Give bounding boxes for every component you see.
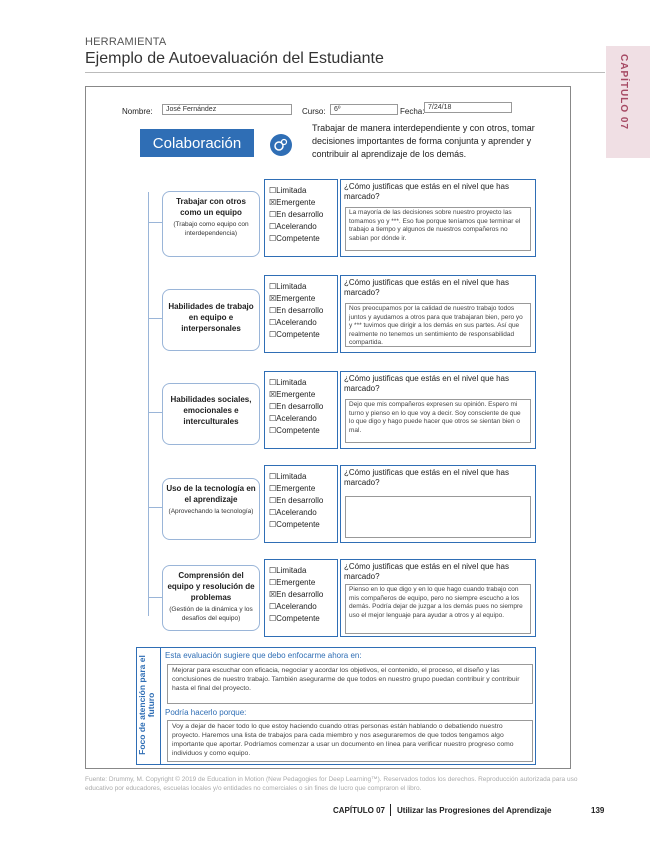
justification-answer[interactable]: Dejo que mis compañeros expresen su opinión. Espero mi turno y pienso en lo que voy a decir. Soy consciente de que lo que digo y hago puede hacer que otros se sientan bien o mal. [345,399,531,443]
level-option[interactable]: ☐Limitada [269,186,307,195]
level-option[interactable]: ☐Limitada [269,472,307,481]
justification-question: ¿Cómo justificas que estás en el nivel que has marcado? [344,562,509,581]
level-option[interactable]: ☐Competente [269,426,320,435]
criteria-connector [148,192,149,616]
justification-box [340,559,536,637]
chapter-side-tab [606,46,650,158]
level-option[interactable]: ☐Acelerando [269,414,317,423]
level-option[interactable]: ☐Acelerando [269,222,317,231]
criterion-name: Habilidades sociales, emocionales e interculturales [170,395,252,426]
focus-question: Esta evaluación sugiere que debo enfocarme ahora en: [165,651,362,660]
justification-box [340,371,536,449]
criterion-subtitle: (Aprovechando la tecnología) [168,508,254,515]
footer-chapter-title: Utilizar las Progresiones del Aprendizaje [397,806,552,815]
level-option[interactable]: ☐En desarrollo [269,306,324,315]
gears-icon [270,134,292,156]
level-options [264,465,338,543]
level-option[interactable]: ☐En desarrollo [269,496,324,505]
level-options [264,371,338,449]
section-kicker: HERRAMIENTA [85,36,167,48]
name-field[interactable]: José Fernández [162,104,292,115]
focus-answer[interactable]: Mejorar para escuchar con eficacia, negociar y acordar los objetivos, el contenido, el proceso, el diseño y las conclusiones de nuestro trabajo. También asegurarme de que todos en nuestro grupo puedan contribuir y contribuir hasta el final del proyecto. [167,664,533,704]
connector-tick [148,318,162,319]
level-option[interactable]: ☐Acelerando [269,508,317,517]
criterion-name: Habilidades de trabajo en equipo e interpersonales [168,302,254,333]
level-option[interactable]: ☐Acelerando [269,602,317,611]
level-option[interactable]: ☐Acelerando [269,318,317,327]
level-option[interactable]: ☐Competente [269,614,320,623]
course-label: Curso: [302,107,326,116]
level-option[interactable]: ☒Emergente [269,294,316,303]
criterion-name: Uso de la tecnología en el aprendizaje [166,484,256,504]
connector-tick [148,222,162,223]
chapter-side-label: CAPÍTULO 07 [618,54,629,131]
justification-box [340,275,536,353]
level-option[interactable]: ☒En desarrollo [269,590,324,599]
name-label: Nombre: [122,107,153,116]
source-note: Fuente: Drummy, M. Copyright © 2019 de Education in Motion (New Pedagogies for Deep Learning™). Reservados todos los derechos. Reproducción autorizada para uso educativo por educadores, escuelas locales y/o entidades no comerciales o sin fines de lucro que compraron el libro. [85,776,578,792]
level-option[interactable]: ☒Emergente [269,390,316,399]
page-title: Ejemplo de Autoevaluación del Estudiante [85,50,384,67]
criterion-name: Trabajar con otros como un equipo [176,197,246,217]
justification-answer[interactable]: Pienso en lo que digo y en lo que hago cuando trabajo con mis compañeros de equipo, pero no siempre escucho a los demás. Podría dejar de juzgar a los demás pues no siempre uso el mejor lenguaje para ayudar a otros y al equipo. [345,584,531,634]
justification-answer[interactable] [345,496,531,538]
level-option[interactable]: ☐En desarrollo [269,402,324,411]
level-option[interactable]: ☐Limitada [269,566,307,575]
justification-answer[interactable]: La mayoría de las decisiones sobre nuestro proyecto las tomamos yo y ***. Eso fue porque teníamos que terminar el trabajo a tiempo y algunos de nuestros compañeros no sabían por dónde ir. [345,207,531,251]
competency-description: Trabajar de manera interdependiente y con otros, tomar decisiones importantes de forma conjunta y aprender y contribuir al aprendizaje de los demás. [312,123,535,159]
level-option[interactable]: ☐Limitada [269,378,307,387]
criterion-subtitle: (Gestión de la dinámica y los desafíos del equipo) [169,606,253,622]
criterion-name: Comprensión del equipo y resolución de problemas [167,571,255,602]
criterion-card [162,565,260,631]
footer-chapter: CAPÍTULO 07 [333,806,386,815]
date-field[interactable]: 7/24/18 [424,102,512,113]
future-focus-label: Foco de atención para el futuro [137,655,156,755]
level-options [264,179,338,257]
connector-tick [148,412,162,413]
justification-box [340,465,536,543]
reason-answer[interactable]: Voy a dejar de hacer todo lo que estoy haciendo cuando otras personas están hablando o debatiendo nuestro proyecto. Haremos una lista de trabajos para cada miembro y nos aseguraremos de que todos tengamos algo importante que aportar. Podríamos comenzar a usar un documento en línea para verificar nuestro progreso como individuos y como equipo. [167,720,533,762]
self-assessment-sheet [85,86,571,769]
course-field[interactable]: 6º [330,104,398,115]
level-option[interactable]: ☐Emergente [269,484,316,493]
justification-question: ¿Cómo justificas que estás en el nivel que has marcado? [344,468,509,487]
date-label: Fecha: [400,107,425,116]
justification-answer[interactable]: Nos preocupamos por la calidad de nuestro trabajo todos juntos y ayudamos a otros para que trabajaran bien, pero yo y *** tuvimos que dirigir a los demás en sus partes. Así que realmente no tenemos un sentimiento de responsabilidad compartida. [345,303,531,347]
level-option[interactable]: ☐En desarrollo [269,210,324,219]
competency-heading: Colaboración [140,129,254,157]
page-number: 139 [591,806,605,815]
footer-divider [390,804,391,816]
level-option[interactable]: ☐Competente [269,520,320,529]
level-options [264,559,338,637]
reason-question: Podría hacerlo porque: [165,708,247,717]
criterion-card [162,478,260,540]
level-option[interactable]: ☐Competente [269,330,320,339]
connector-tick [148,597,162,598]
future-focus-side [137,648,161,764]
level-option[interactable]: ☐Limitada [269,282,307,291]
level-option[interactable]: ☐Competente [269,234,320,243]
level-option[interactable]: ☒Emergente [269,198,316,207]
title-rule [85,72,605,73]
justification-box [340,179,536,257]
connector-tick [148,507,162,508]
justification-question: ¿Cómo justificas que estás en el nivel que has marcado? [344,374,509,393]
justification-question: ¿Cómo justificas que estás en el nivel que has marcado? [344,182,509,201]
level-options [264,275,338,353]
criterion-card [162,289,260,351]
criterion-card [162,191,260,257]
justification-question: ¿Cómo justificas que estás en el nivel que has marcado? [344,278,509,297]
criterion-subtitle: (Trabajo como equipo con interdependencia) [173,221,249,237]
level-option[interactable]: ☐Emergente [269,578,316,587]
criterion-card [162,383,260,445]
future-focus-section [136,647,536,765]
